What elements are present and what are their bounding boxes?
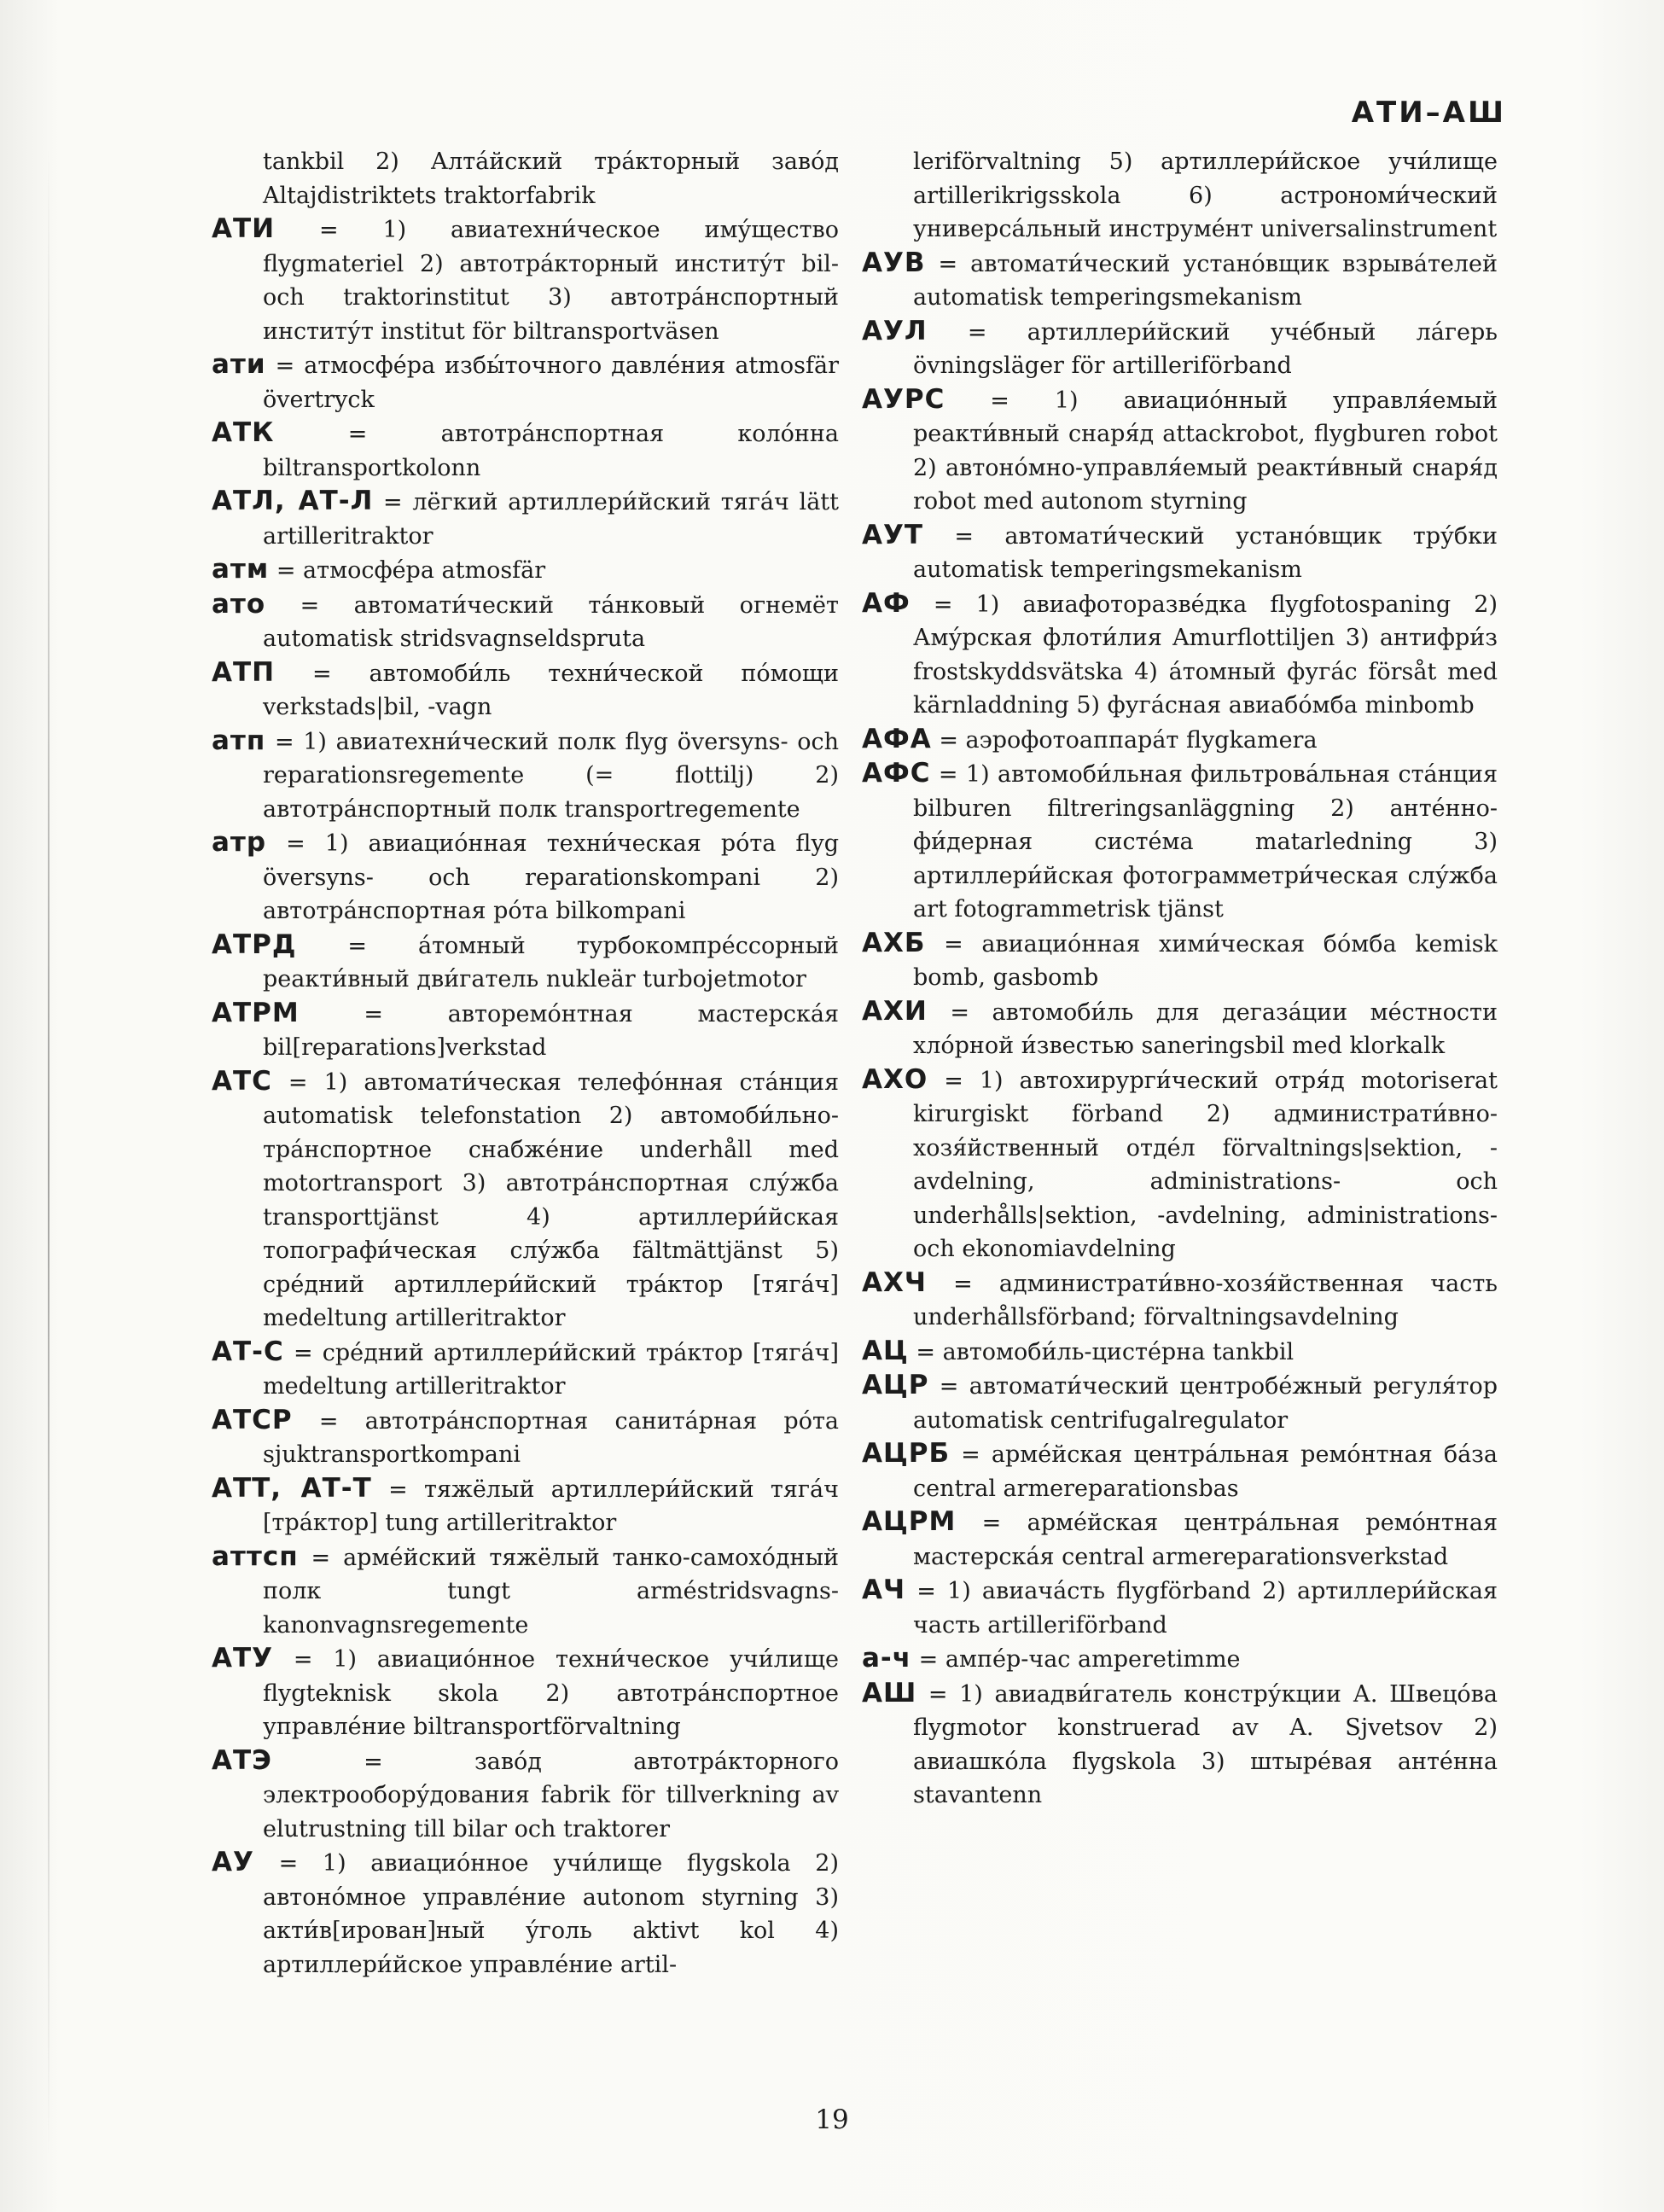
entry-definition: автомоби́ль для дегаза́ции ме́стности хло́рной и́звестью saneringsbil med klorkalk bbox=[913, 998, 1498, 1059]
entry-definition: автомати́ческий устано́вщик взрыва́телей automatisk temperingsmekanism bbox=[913, 250, 1498, 311]
entry-definition: лёгкий артиллери́йский тяга́ч lätt artilleritraktor bbox=[263, 489, 839, 550]
dictionary-entry bbox=[862, 1437, 1498, 1505]
entry-definition: администрати́вно-хозя́йственная часть underhållsförband; förvaltningsavdelning bbox=[913, 1270, 1498, 1330]
equals-sign: = bbox=[265, 591, 354, 619]
equals-sign: = bbox=[908, 1338, 943, 1365]
dictionary-entry bbox=[212, 145, 839, 212]
entry-definition: тяжёлый артиллери́йский тяга́ч [тра́ктор] tung artilleritraktor bbox=[263, 1476, 839, 1536]
entry-headword: АФА bbox=[862, 723, 932, 754]
entry-definition: ампе́р-час amperetimme bbox=[945, 1646, 1241, 1673]
entry-definition: автомоби́ль-цисте́рна tankbil bbox=[942, 1338, 1295, 1365]
equals-sign: = bbox=[910, 591, 976, 618]
entry-headword: АТТ, АТ-Т bbox=[212, 1472, 372, 1504]
page-spine-shadow bbox=[48, 145, 49, 2159]
entry-headword: атп bbox=[212, 725, 266, 756]
entry-definition: арме́йская центра́льная ремо́нтная мастерска́я central armereparationsverkstad bbox=[913, 1510, 1498, 1570]
dictionary-entry bbox=[862, 1677, 1498, 1813]
entry-headword: АТК bbox=[212, 417, 275, 448]
entry-definition: 1) автохирурги́ческий отря́д motoriserat kirurgiskt förband 2) администрати́вно-хозя́йственный отде́л förvaltnings|sektion, -avdelning, administrations- och underhålls|sektion, -avdelning, administrations- och ekonomiavdelning bbox=[913, 1067, 1498, 1262]
entry-definition: 1) авиацио́нная техни́ческая ро́та flyg översyns- och reparationskompani 2) автотра́нспортная ро́та bilkompani bbox=[263, 830, 839, 924]
equals-sign: = bbox=[950, 1441, 992, 1468]
entry-headword: АЦ bbox=[862, 1335, 909, 1366]
dictionary-entry bbox=[862, 315, 1498, 383]
dictionary-entry bbox=[862, 519, 1498, 587]
entry-definition: 1) авиацио́нный управля́емый реакти́вный снаря́д attackrobot, flygburen robot 2) автоно́мно-управля́емый реакти́вный снаря́д robot med autonom styrning bbox=[913, 387, 1498, 515]
entry-headword: АЦРМ bbox=[862, 1506, 957, 1537]
dictionary-entry bbox=[862, 1335, 1498, 1370]
entry-definition: автомати́ческий та́нковый огнемёт automatisk stridsvagnseldspruta bbox=[263, 591, 839, 652]
entry-definition: 1) автомати́ческая телефо́нная ста́нция automatisk telefonstation 2) автомоби́льно-тра́нспортное снабже́ние underhåll med motortransport 3) автотра́нспортная слу́жба transporttjänst 4) артиллери́йская топографи́ческая слу́жба fältmättjänst 5) сре́дний артиллери́йский тра́ктор [тяга́ч] medeltung artilleritraktor bbox=[263, 1068, 839, 1331]
equals-sign: = bbox=[923, 522, 1005, 550]
entry-headword: АЦР bbox=[862, 1370, 929, 1400]
dictionary-entry bbox=[862, 1369, 1498, 1437]
equals-sign: = bbox=[926, 1270, 999, 1297]
entry-definition: 1) авиафоторазве́дка flygfotospaning 2) Аму́рская флоти́лия Amurflottiljen 3) антифри́з frostskyddsvätska 4) а́томный фуга́с försåt med kärnladdning 5) фуга́сная авиабо́мба minbomb bbox=[913, 591, 1498, 719]
dictionary-entry bbox=[862, 723, 1498, 758]
equals-sign: = bbox=[916, 1680, 960, 1708]
entry-definition: 1) авиача́сть flygförband 2) артиллери́йская часть artilleriförband bbox=[913, 1578, 1498, 1639]
entry-definition: аэрофотоаппара́т flygkamera bbox=[965, 726, 1318, 754]
dictionary-entry bbox=[212, 656, 839, 725]
dictionary-entry bbox=[862, 1266, 1498, 1335]
entry-headword: АШ bbox=[862, 1677, 917, 1708]
dictionary-entry bbox=[212, 1404, 839, 1472]
entry-definition: 1) авиацио́нное учи́лище flygskola 2) автоно́мное управле́ние autonom styrning 3) акти́в[ирован]ный у́голь aktivt kol 4) артиллери́йское управле́ние artil- bbox=[263, 1850, 839, 1978]
entry-headword: АТИ bbox=[212, 213, 276, 244]
entry-headword: АУВ bbox=[862, 247, 926, 278]
left-column bbox=[212, 145, 839, 1982]
entry-headword: АТУ bbox=[212, 1643, 274, 1674]
entry-headword: АФС bbox=[862, 758, 931, 789]
entry-headword: АУЛ bbox=[862, 315, 928, 346]
equals-sign: = bbox=[928, 1373, 969, 1400]
dictionary-entry bbox=[862, 1574, 1498, 1642]
dictionary-entry bbox=[212, 1744, 839, 1847]
dictionary-entry bbox=[212, 212, 839, 348]
dictionary-entry bbox=[862, 995, 1498, 1063]
entry-headword: АФ bbox=[862, 587, 911, 619]
equals-sign: = bbox=[925, 250, 971, 277]
entry-definition: сре́дний артиллери́йский тра́ктор [тяга́ч] medeltung artilleritraktor bbox=[263, 1339, 840, 1400]
equals-sign: = bbox=[931, 726, 966, 754]
entry-definition: авиацио́нная хими́ческая бо́мба kemisk bomb, gasbomb bbox=[913, 930, 1498, 991]
entry-headword: АУРС bbox=[862, 383, 945, 415]
equals-sign: = bbox=[275, 660, 369, 687]
entry-definition: арме́йская центра́льная ремо́нтная ба́за central armereparationsbas bbox=[913, 1441, 1498, 1502]
dictionary-entry bbox=[212, 553, 839, 588]
running-head: АТИ–АШ bbox=[1351, 96, 1506, 130]
entry-headword: АЧ bbox=[862, 1575, 906, 1605]
entry-definition: leriförvaltning 5) артиллери́йское учи́лище artillerikrigsskola 6) астрономи́ческий универса́льный инструме́нт universalinstrument bbox=[913, 148, 1498, 242]
dictionary-entry bbox=[212, 1065, 839, 1336]
entry-headword: АТРД bbox=[212, 928, 297, 960]
equals-sign: = bbox=[265, 728, 304, 755]
equals-sign: = bbox=[299, 1000, 448, 1027]
entry-headword: АУТ bbox=[862, 519, 924, 550]
entry-headword: АЦРБ bbox=[862, 1438, 951, 1469]
equals-sign: = bbox=[274, 421, 441, 447]
entry-headword: а-ч bbox=[862, 1643, 912, 1674]
entry-headword: АТЭ bbox=[212, 1744, 272, 1776]
dictionary-entry bbox=[862, 1063, 1498, 1266]
entry-definition: атмосфе́ра избы́точного давле́ния atmosfär övertryck bbox=[263, 352, 839, 413]
right-column bbox=[862, 145, 1498, 1813]
entry-headword: АТСР bbox=[212, 1404, 293, 1435]
equals-sign: = bbox=[930, 761, 966, 788]
dictionary-entry bbox=[862, 145, 1498, 247]
entry-definition: артиллери́йский уче́бный ла́герь övningsläger för artilleriförband bbox=[913, 318, 1498, 379]
equals-sign: = bbox=[927, 998, 992, 1026]
entry-definition: атмосфе́ра atmosfär bbox=[303, 557, 546, 584]
equals-sign: = bbox=[271, 1748, 475, 1775]
dictionary-entry bbox=[862, 383, 1498, 519]
dictionary-entry bbox=[212, 1472, 839, 1540]
entry-definition: автомати́ческий устано́вщик тру́бки automatisk temperingsmekanism bbox=[913, 522, 1498, 583]
dictionary-entry bbox=[862, 757, 1498, 927]
entry-definition: tankbil 2) Алта́йский тра́кторный заво́д Altajdistriktets traktorfabrik bbox=[263, 148, 839, 209]
entry-headword: АТЛ, АТ-Л bbox=[212, 486, 374, 516]
equals-sign: = bbox=[927, 318, 1027, 346]
entry-headword: АТ-С bbox=[212, 1336, 284, 1367]
entry-definition: заво́д автотра́кторного электрообору́дования fabrik för tillverkning av elutrustning till bilar och traktorer bbox=[263, 1748, 839, 1842]
equals-sign: = bbox=[928, 1067, 980, 1094]
equals-sign: = bbox=[911, 1646, 945, 1673]
entry-definition: автотра́нспортная санита́рная ро́та sjuktransportkompani bbox=[263, 1407, 839, 1468]
equals-sign: = bbox=[253, 1850, 323, 1877]
entry-definition: 1) авиадви́гатель констру́кции А. Швецо́ва flygmotor konstruerad av A. Sjvetsov 2) авиашко́ла flygskola 3) штыре́вая анте́нна stavantenn bbox=[913, 1680, 1498, 1808]
entry-headword: АХБ bbox=[862, 927, 926, 958]
entry-headword: АХЧ bbox=[862, 1266, 927, 1298]
dictionary-entry bbox=[862, 247, 1498, 315]
entry-headword: ато bbox=[212, 588, 266, 620]
dictionary-entry bbox=[862, 1642, 1498, 1677]
entry-headword: АУ bbox=[212, 1847, 254, 1877]
dictionary-entry bbox=[212, 348, 839, 416]
dictionary-entry bbox=[862, 1505, 1498, 1574]
entry-definition: 1) авиатехни́ческое иму́щество flygmateriel 2) автотра́кторный институ́т bil- och traktorinstitut 3) автотра́нспортный институ́т institut för biltransportväsen bbox=[263, 217, 839, 345]
entry-headword: атр bbox=[212, 827, 267, 858]
dictionary-entry bbox=[212, 928, 839, 997]
entry-definition: автомоби́ль техни́ческой по́мощи verkstads|bil, -vagn bbox=[263, 660, 839, 720]
entry-headword: аттсп bbox=[212, 1540, 299, 1572]
equals-sign: = bbox=[905, 1578, 948, 1604]
entry-headword: АХИ bbox=[862, 995, 928, 1027]
dictionary-entry bbox=[212, 485, 839, 553]
equals-sign: = bbox=[283, 1339, 323, 1366]
equals-sign: = bbox=[269, 557, 304, 584]
equals-sign: = bbox=[956, 1510, 1027, 1536]
page-number: 19 bbox=[815, 2104, 849, 2135]
equals-sign: = bbox=[373, 489, 413, 515]
entry-headword: атм bbox=[212, 554, 270, 585]
entry-headword: ати bbox=[212, 349, 266, 380]
entry-definition: 1) авиацио́нное техни́ческое учи́лище flygteknisk skola 2) автотра́нспортное управле́ние biltransportförvaltning bbox=[263, 1646, 840, 1740]
equals-sign: = bbox=[273, 1646, 334, 1673]
dictionary-entry bbox=[862, 927, 1498, 995]
equals-sign: = bbox=[271, 1068, 324, 1096]
dictionary-entry bbox=[862, 587, 1498, 723]
dictionary-entry bbox=[212, 1336, 839, 1404]
entry-definition: а́томный турбокомпре́ссорный реакти́вный дви́гатель nukleär turbojetmotor bbox=[263, 932, 839, 992]
equals-sign: = bbox=[298, 1544, 344, 1571]
equals-sign: = bbox=[945, 387, 1055, 414]
dictionary-entry bbox=[212, 1642, 839, 1744]
dictionary-entry bbox=[212, 1540, 839, 1643]
entry-headword: АХО bbox=[862, 1063, 928, 1095]
entry-headword: АТП bbox=[212, 656, 276, 688]
entry-definition: 1) автомоби́льная фильтрова́льная ста́нция bilburen filtreringsanläggning 2) анте́нно-фи́дерная систе́ма matarledning 3) артиллери́йская фотограмметри́ческая слу́жба art fotogrammetrisk tjänst bbox=[913, 761, 1498, 923]
entry-headword: АТРМ bbox=[212, 997, 300, 1028]
equals-sign: = bbox=[371, 1476, 425, 1503]
dictionary-entry bbox=[212, 1846, 839, 1982]
entry-definition: 1) авиатехни́ческий полк flyg översyns- och reparationsregemente (= flottilj) 2) автотра́нспортный полк transportregemente bbox=[263, 728, 839, 823]
equals-sign: = bbox=[266, 830, 325, 857]
entry-definition: автотра́нспортная коло́нна biltransportkolonn bbox=[263, 421, 840, 481]
equals-sign: = bbox=[296, 932, 418, 959]
equals-sign: = bbox=[275, 217, 383, 243]
entry-definition: автомати́ческий центробе́жный регуля́тор automatisk centrifugalregulator bbox=[913, 1373, 1498, 1434]
entry-definition: арме́йский тяжёлый танко-самохо́дный полк tungt arméstridsvagns-kanonvagnsregemente bbox=[263, 1544, 839, 1639]
dictionary-entry bbox=[212, 416, 839, 485]
dictionary-entry bbox=[212, 588, 839, 656]
entry-definition: авторемо́нтная мастерска́я bil[reparations]verkstad bbox=[263, 1000, 839, 1061]
equals-sign: = bbox=[925, 930, 982, 958]
dictionary-entry bbox=[212, 826, 839, 928]
equals-sign: = bbox=[265, 352, 305, 379]
equals-sign: = bbox=[292, 1407, 365, 1435]
entry-headword: АТС bbox=[212, 1065, 272, 1097]
dictionary-entry bbox=[212, 725, 839, 827]
dictionary-entry bbox=[212, 997, 839, 1065]
